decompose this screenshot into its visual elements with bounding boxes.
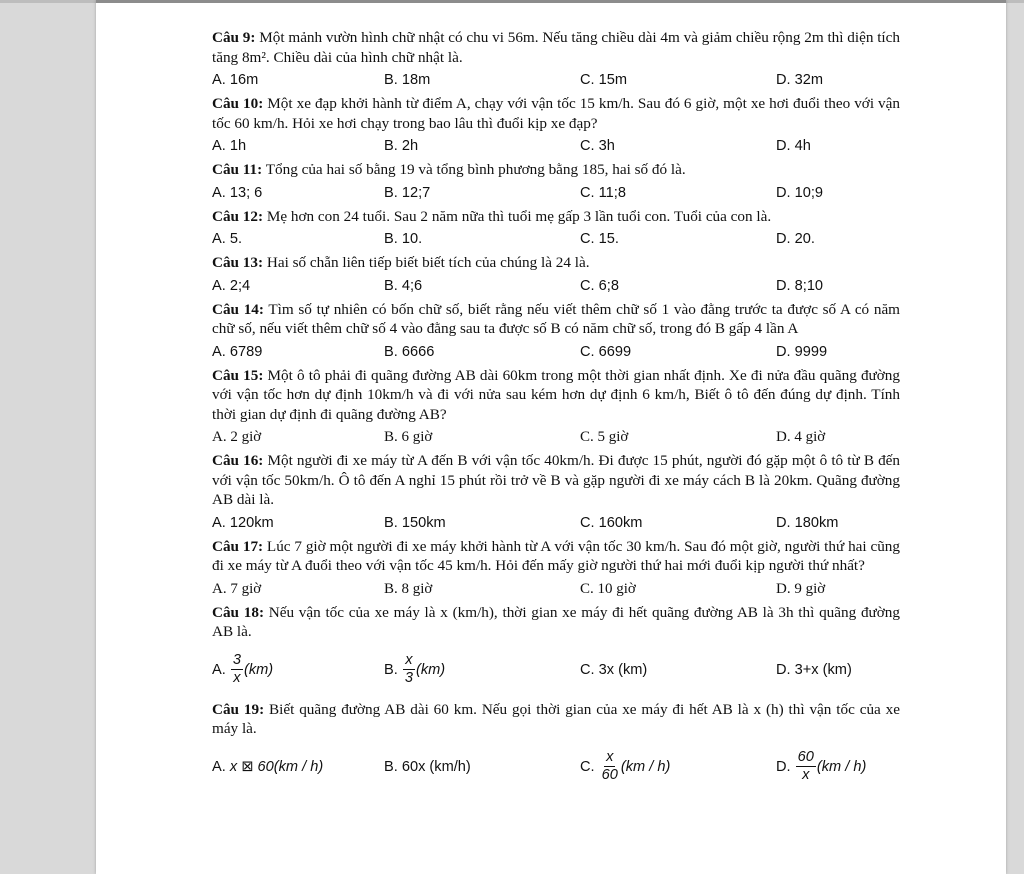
answer-options — [212, 343, 900, 362]
option-a: A. 1h — [212, 138, 247, 154]
option-d: D. 3+x (km) — [776, 661, 852, 678]
option-c: C. 15. — [580, 231, 619, 247]
option-d: D. 32m — [776, 72, 824, 88]
question-label: Câu 15: — [212, 366, 264, 384]
question-text: Một người đi xe máy từ A đến B với vận tốc 40km/h. Đi được 15 phút, người đó gặp một ô tô từ B đến với vận tốc 50km/h. Ô tô đến A nghỉ 15 phút rồi trở về B và gặp người đi xe máy cách B là 20km. Quãng đường AB dài là. — [212, 452, 900, 508]
question-label: Câu 10: — [212, 95, 264, 112]
answer-options — [212, 184, 900, 203]
question-text: Nếu vận tốc của xe máy là x (km/h), thời gian xe máy đi hết quãng đường AB là 3h thì quãng đường AB là. — [212, 603, 900, 640]
question-text: Một ô tô phải đi quãng đường AB dài 60km trong một thời gian nhất định. Xe đi nửa đầu quãng đường với vận tốc hơn dự định 10km/h và đi với nửa sau kém hơn dự định 6 km/h, Biết ô tô đến đúng dự định. Tính thời gian dự định đi quãng đường AB? — [212, 366, 900, 423]
question-text: Hai số chẵn liên tiếp biết biết tích của chúng là 24 là. — [263, 254, 590, 271]
question-19 — [212, 700, 900, 787]
question-text: Tìm số tự nhiên có bốn chữ số, biết rằng nếu viết thêm chữ số 1 vào đằng trước ta được số A có năm chữ số, nếu viết thêm chữ số 4 vào đằng sau ta được số B có năm chữ số, trong đó B gấp 4 lần A — [212, 300, 900, 337]
question-label: Câu 17: — [212, 537, 264, 555]
option-a: A. $\frac{3}{x}$ (km) — [212, 652, 274, 687]
option-d: D. 180km — [776, 514, 839, 531]
option-c: C. $\frac{x}{60}$ (km / h) — [580, 749, 671, 784]
option-d: D. 8;10 — [776, 277, 824, 294]
question-label: Câu 19: — [212, 700, 265, 718]
question-label: Câu 14: — [212, 300, 264, 318]
question-10 — [212, 94, 900, 156]
answer-options — [212, 514, 900, 533]
option-c: C. 6699 — [580, 343, 632, 360]
option-a: A. 120km — [212, 514, 274, 531]
option-b: B. $\frac{x}{3}$ (km) — [384, 652, 446, 687]
option-c: C. 11;8 — [580, 184, 626, 201]
option-b: B. 150km — [384, 514, 446, 531]
question-11 — [212, 160, 900, 203]
answer-options — [212, 230, 900, 249]
option-c: C. 6;8 — [580, 277, 619, 294]
answer-options — [212, 747, 900, 787]
question-list — [212, 28, 900, 797]
question-text: Mẹ hơn con 24 tuổi. Sau 2 năm nữa thì tuổi mẹ gấp 3 lần tuổi con. Tuổi của con là. — [263, 207, 772, 225]
question-16 — [212, 451, 900, 533]
question-17 — [212, 537, 900, 599]
question-15 — [212, 366, 900, 448]
answer-options — [212, 71, 900, 90]
question-label: Câu 18: — [212, 603, 264, 621]
answer-options — [212, 137, 900, 156]
option-c: C. 5 giờ — [580, 429, 629, 445]
question-label: Câu 11: — [212, 161, 263, 178]
option-a: A. 2;4 — [212, 277, 251, 294]
option-b: B. 2h — [384, 138, 419, 154]
option-a: A. 2 giờ — [212, 429, 262, 445]
option-c: C. 15m — [580, 72, 628, 88]
option-a: A. 13; 6 — [212, 184, 263, 201]
option-b: B. 10. — [384, 231, 423, 247]
option-c: C. 10 giờ — [580, 580, 636, 597]
fraction: $\frac{x}{60}$ — [601, 749, 618, 784]
option-b: B. 8 giờ — [384, 580, 433, 597]
option-a: A. 16m — [212, 72, 259, 88]
document-page — [96, 0, 1006, 874]
option-c: C. 3h — [580, 138, 615, 154]
question-text: Một mảnh vườn hình chữ nhật có chu vi 56m. Nếu tăng chiều dài 4m và giảm chiều rộng 2m thì diện tích tăng 8m². Chiều dài của hình chữ nhật là. — [212, 29, 900, 66]
option-b: B. 60x (km/h) — [384, 758, 471, 775]
page-top-rule — [96, 0, 1006, 3]
question-text: Tổng của hai số bằng 19 và tổng bình phương bằng 185, hai số đó là. — [262, 161, 686, 178]
fraction: $\frac{3}{x}$ — [232, 652, 241, 687]
option-d: D. 10;9 — [776, 184, 824, 201]
option-b: B. 4;6 — [384, 277, 423, 294]
option-d: D. 9999 — [776, 343, 828, 360]
fraction: $\frac{60}{x}$ — [797, 749, 814, 784]
question-13 — [212, 253, 900, 296]
option-d: D. $\frac{60}{x}$ (km / h) — [776, 749, 867, 784]
option-a: A. x ⊠ 60(km / h) — [212, 758, 324, 775]
option-a: A. 7 giờ — [212, 580, 262, 597]
option-b: B. 12;7 — [384, 184, 431, 201]
answer-options — [212, 650, 900, 690]
question-text: Lúc 7 giờ một người đi xe máy khởi hành từ A với vận tốc 30 km/h. Sau đó một giờ, người thứ hai cũng đi xe máy từ A đuổi theo với vận tốc 45 km/h. Hỏi đến mấy giờ người thứ hai mới đuổi kịp người thứ nhất? — [212, 537, 900, 574]
question-9 — [212, 28, 900, 90]
question-label: Câu 9: — [212, 29, 256, 46]
question-12 — [212, 207, 900, 250]
answer-options — [212, 277, 900, 296]
option-c: C. 160km — [580, 514, 643, 531]
answer-options — [212, 428, 900, 447]
option-b: B. 18m — [384, 72, 431, 88]
option-b: B. 6 giờ — [384, 429, 433, 445]
option-d: D. 4 giờ — [776, 429, 826, 445]
question-label: Câu 13: — [212, 254, 264, 271]
fraction: $\frac{x}{3}$ — [404, 652, 413, 687]
question-text: Một xe đạp khởi hành từ điểm A, chạy với vận tốc 15 km/h. Sau đó 6 giờ, một xe hơi đuổi theo với vận tốc 60 km/h. Hỏi xe hơi chạy trong bao lâu thì đuổi kịp xe đạp? — [212, 95, 900, 132]
option-a: A. 5. — [212, 231, 243, 247]
question-label: Câu 16: — [212, 452, 264, 469]
option-a: A. 6789 — [212, 343, 263, 360]
question-18 — [212, 603, 900, 690]
question-label: Câu 12: — [212, 207, 264, 225]
option-d: D. 9 giờ — [776, 580, 826, 597]
question-text: Biết quãng đường AB dài 60 km. Nếu gọi thời gian của xe máy đi hết AB là x (h) thì vận tốc của xe máy là. — [212, 700, 900, 737]
option-c: C. 3x (km) — [580, 661, 648, 678]
option-d: D. 4h — [776, 138, 811, 154]
option-d: D. 20. — [776, 231, 815, 247]
question-14 — [212, 300, 900, 362]
answer-options — [212, 580, 900, 599]
option-b: B. 6666 — [384, 343, 435, 360]
